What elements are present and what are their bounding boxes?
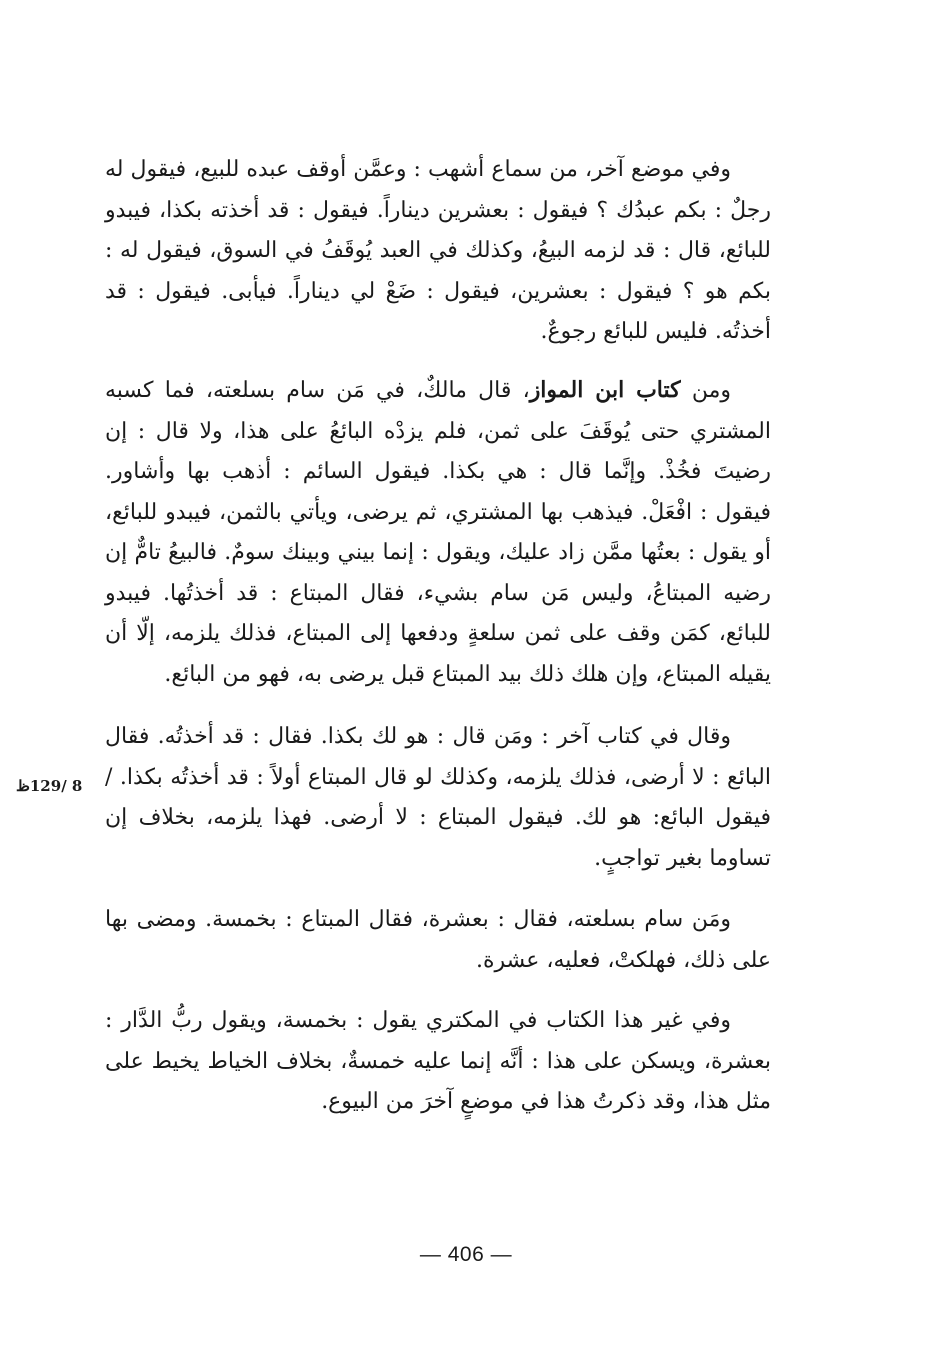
paragraph-1-text: وفي موضع آخر، من سماع أشهب : وعمَّن أوقف عبده للبيع، فيقول له رجلٌ : بكم عبدُك ؟ فيقول : بعشرين ديناراً. فيقول : قد أخذته بكذا، فيبدو للبائع، قال : قد لزمه البيعُ، وكذلك في العبد يُوقَفُ في السوق، فيقول له : بكم هو ؟ فيقول : بعشرين، فيقول : ضَعْ لي ديناراً. فيأبى. فيقول : قد أخذتُه. فليس للبائع رجوعٌ. — [105, 157, 771, 344]
paragraph-5 — [105, 1001, 771, 1123]
manuscript-folio-note: 8 /129ظ — [16, 777, 83, 795]
paragraph-2-lead: ومن — [680, 378, 731, 403]
book-title-ibn-al-mawwaz: كتاب ابن المواز — [529, 377, 681, 403]
paragraph-2 — [105, 370, 771, 695]
page-number: — 406 — — [419, 1243, 513, 1266]
paragraph-3 — [105, 717, 771, 879]
paragraph-4-text: ومَن سام بسلعته، فقال : بعشرة، فقال المبتاع : بخمسة. ومضى بها على ذلك، فهلكتْ، فعليه، عشرة. — [105, 907, 771, 973]
paragraph-5-text: وفي غير هذا الكتاب في المكتري يقول : بخمسة، ويقول ربُّ الدَّار : بعشرة، ويسكن على هذا : أنَّه إنما عليه خمسةٌ، بخلاف الخياط يخيط على مثل هذا، وقد ذكرتُ هذا في موضعٍ آخرَ من البيوع. — [105, 1008, 771, 1114]
paragraph-2-text: ، قال مالكٌ، في مَن سام بسلعته، فما كسبه المشتري حتى يُوقَفَ على ثمن، فلم يزدْه البائعُ على هذا، ولا قال : إن رضيتَ فخُذْ. وإنَّما قال : هي بكذا. فيقول السائم : أذهب بها وأشاور. فيقول : افْعَلْ. فيذهب بها المشتري، ثم يرضى، ويأتي بالثمن، فيبدو للبائع، أو يقول : بعتُها ممَّن زاد عليك، ويقول : إنما بيني وبينك سومٌ. فالبيعُ تامٌّ إن رضيه المبتاعُ، وليس مَن سام بشيء، فقال المبتاع : قد أخذتُها. فيبدو للبائع، كمَن وقف على ثمن سلعةٍ ودفعها إلى المبتاع، فذلك يلزمه، إلّا أن يقيله المبتاع، وإن هلك ذلك بيد المبتاع قبل يرضى به، فهو من البائع. — [105, 378, 771, 687]
paragraph-1 — [105, 150, 771, 353]
paragraph-4 — [105, 900, 771, 981]
paragraph-3-text: وقال في كتاب آخر : ومَن قال : هو لك بكذا. فقال : قد أخذتُه. فقال البائع : لا أرضى، فذلك يلزمه، وكذلك لو قال المبتاع أولاً : قد أخذتُه بكذا. / فيقول البائع: هو لك. فيقول المبتاع : لا أرضى. فهذا يلزمه، بخلاف إن تساوما بغير تواجبٍ. — [105, 724, 771, 871]
